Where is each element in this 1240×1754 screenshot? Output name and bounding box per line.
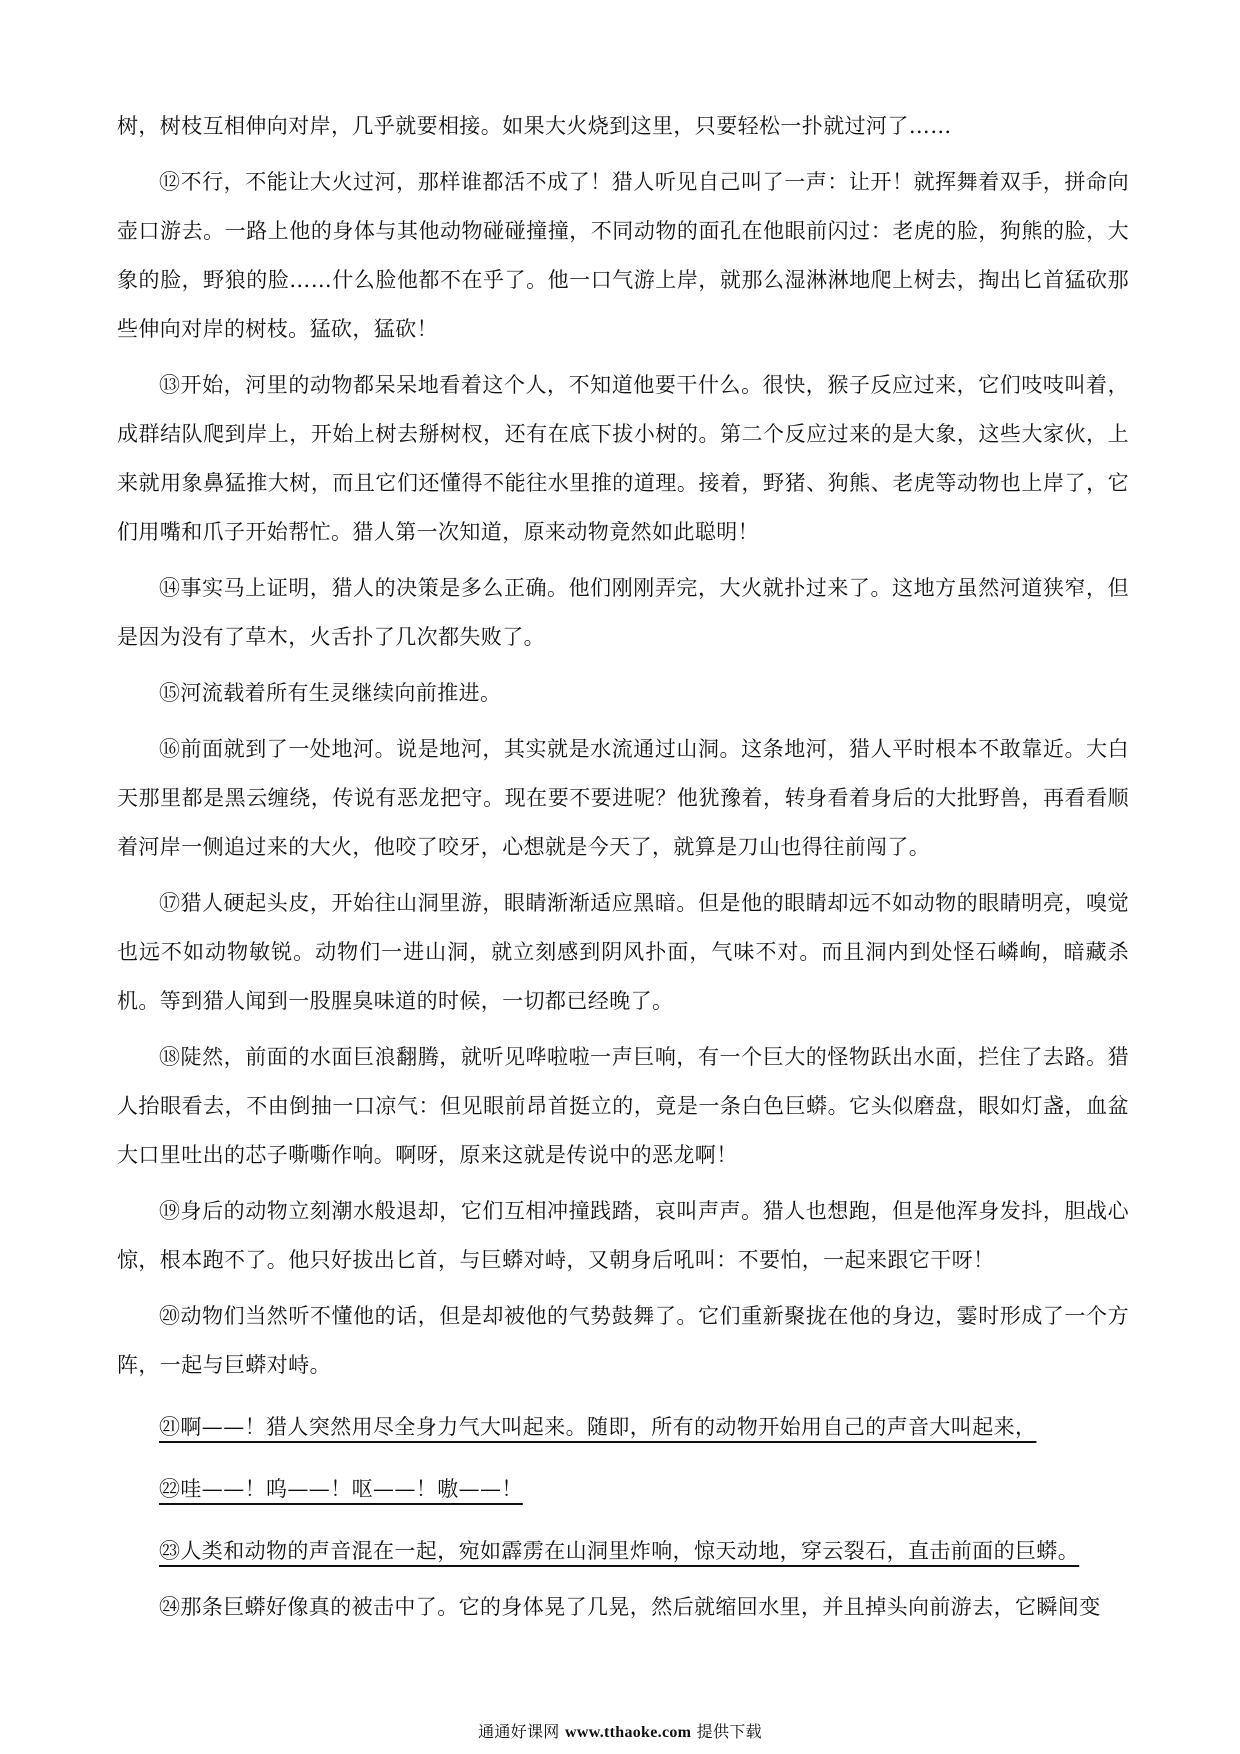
- footer-site-name: 通通好课网: [478, 1722, 560, 1741]
- paragraph-24: ㉔那条巨蟒好像真的被击中了。它的身体晃了几晃，然后就缩回水里，并且掉头向前游去，它瞬间变: [159, 1595, 1101, 1619]
- paragraph-14: ⑭事实马上证明，猎人的决策是多么正确。他们刚刚弄完，大火就扑过来了。这地方虽然河道狭窄，但是因为没有了草木，火舌扑了几次都失败了。: [117, 576, 1129, 649]
- footer-suffix: 提供下载: [696, 1722, 762, 1741]
- paragraph-13: ⑬开始，河里的动物都呆呆地看着这个人，不知道他要干什么。很快，猴子反应过来，它们吱吱叫着，成群结队爬到岸上，开始上树去掰树杈，还有在底下拔小树的。第二个反应过来的是大象，这些大家伙，上来就用象鼻猛推大树，而且它们还懂得不能往水里推的道理。接着，野猪、狗熊、老虎等动物也上岸了，它们用嘴和爪子开始帮忙。猎人第一次知道，原来动物竟然如此聪明！: [117, 373, 1129, 544]
- paragraph-19: ⑲身后的动物立刻潮水般退却，它们互相冲撞践踏，哀叫声声。猎人也想跑，但是他浑身发抖，胆战心惊，根本跑不了。他只好拔出匕首，与巨蟒对峙，又朝身后吼叫：不要怕，一起来跟它干呀！: [117, 1199, 1129, 1272]
- paragraph-16: ⑯前面就到了一处地河。说是地河，其实就是水流通过山洞。这条地河，猎人平时根本不敢靠近。大白天那里都是黑云缠绕，传说有恶龙把守。现在要不要进呢？他犹豫着，转身看着身后的大批野兽，再看看顺着河岸一侧追过来的大火，他咬了咬牙，心想就是今天了，就算是刀山也得往前闯了。: [117, 737, 1129, 859]
- footer-url[interactable]: www.tthaoke.com: [565, 1724, 692, 1741]
- paragraph-15: ⑮河流载着所有生灵继续向前推进。: [159, 681, 502, 705]
- paragraph-22-underlined: ㉒哇——！呜——！呕——！嗷——！: [159, 1477, 523, 1501]
- page-footer: [0, 1721, 1240, 1744]
- paragraph-18: ⑱陡然，前面的水面巨浪翻腾，就听见哗啦啦一声巨响，有一个巨大的怪物跃出水面，拦住了去路。猎人抬眼看去，不由倒抽一口凉气：但见眼前昂首挺立的，竟是一条白色巨蟒。它头似磨盘，眼如灯盏，血盆大口里吐出的芯子嘶嘶作响。啊呀，原来这就是传说中的恶龙啊！: [117, 1045, 1129, 1167]
- paragraph-continuation: 树，树枝互相伸向对岸，几乎就要相接。如果大火烧到这里，只要轻松一扑就过河了……: [117, 114, 952, 138]
- paragraph-20: ⑳动物们当然听不懂他的话，但是却被他的气势鼓舞了。它们重新聚拢在他的身边，霎时形成了一个方阵，一起与巨蟒对峙。: [117, 1304, 1129, 1377]
- paragraph-17: ⑰猎人硬起头皮，开始往山洞里游，眼睛渐渐适应黑暗。但是他的眼睛却远不如动物的眼睛明亮，嗅觉也远不如动物敏锐。动物们一进山洞，就立刻感到阴风扑面，气味不对。而且洞内到处怪石嶙峋，暗藏杀机。等到猎人闻到一股腥臭味道的时候，一切都已经晚了。: [117, 891, 1129, 1013]
- article-body: [117, 102, 1129, 1632]
- paragraph-23-underlined: ㉓人类和动物的声音混在一起，宛如霹雳在山洞里炸响，惊天动地，穿云裂石，直击前面的巨蟒。: [159, 1539, 1080, 1563]
- paragraph-21-underlined: ㉑啊——！猎人突然用尽全身力气大叫起来。随即，所有的动物开始用自己的声音大叫起来，: [159, 1415, 1037, 1439]
- paragraph-12: ⑫不行，不能让大火过河，那样谁都活不成了！猎人听见自己叫了一声：让开！就挥舞着双手，拼命向壶口游去。一路上他的身体与其他动物碰碰撞撞，不同动物的面孔在他眼前闪过：老虎的脸，狗熊的脸，大象的脸，野狼的脸……什么脸他都不在乎了。他一口气游上岸，就那么湿淋淋地爬上树去，掏出匕首猛砍那些伸向对岸的树枝。猛砍，猛砍！: [117, 170, 1129, 341]
